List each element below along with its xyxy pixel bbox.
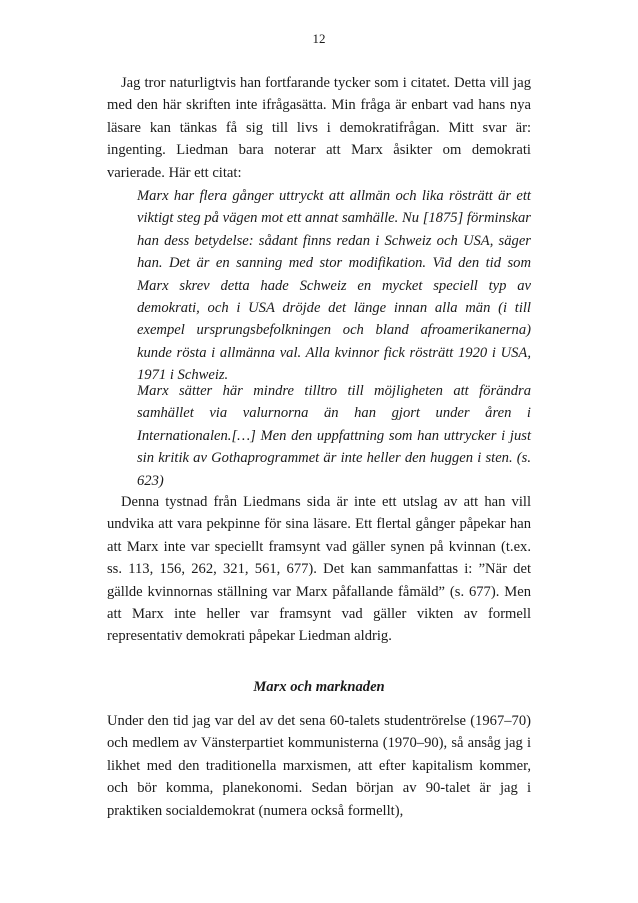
block-quote: Marx sätter här mindre tilltro till möjligheten att förändra samhället via valurnorna än han gjort under åren i Internationalen.[…] Men den uppfattning som han uttrycker i just sin kritik av Gothaprogrammet är inte heller den huggen i sten. (s. 623) <box>137 383 531 489</box>
block-quote: Marx har flera gånger uttryckt att allmän och lika rösträtt är ett viktigt steg på vägen mot ett annat samhälle. Nu [1875] förminskar han dess betydelse: sådant finns redan i Schweiz och USA, säger han. Det är en sanning med stor modifikation. Vid den tid som Marx skrev detta hade Schweiz en mycket speciell typ av demokrati, och i USA dröjde det länge innan alla män (i till exempel ursprungsbefolkningen och bland afroamerikanerna) kunde rösta i allmänna val. Alla kvinnor fick rösträtt 1920 i USA, 1971 i Schweiz. <box>137 188 531 384</box>
page-number: 12 <box>312 31 326 46</box>
body-paragraph: Denna tystnad från Liedmans sida är inte ett utslag av att han vill undvika att vara pekpinne för sina läsare. Ett flertal gånger påpekar han att Marx inte var speciellt framsynt vad gäller synen på kvinnan (t.ex. ss. 113, 156, 262, 321, 561, 677). Det kan sammanfattas i: ”När det gällde kvinnornas ställning var Marx påfallande fåmäld” (s. 677). Men att Marx inte heller var framsynt vad gäller vikten av formell representativ demokrati påpekar Liedman aldrig. <box>107 494 531 645</box>
section-heading: Marx och marknaden <box>253 679 385 695</box>
body-paragraph: Under den tid jag var del av det sena 60-talets studentrörelse (1967–70) och medlem av Vänsterpartiet kommunisterna (1970–90), så ansåg jag i likhet med den traditionella marxismen, att efter kapitalism kommer, och bör komma, planekonomi. Sedan början av 90-talet är jag i praktiken socialdemokrat (numera också formellt), <box>107 713 531 819</box>
body-paragraph: Jag tror naturligtvis han fortfarande tycker som i citatet. Detta vill jag med den här skriften inte ifrågasätta. Min fråga är enbart vad hans nya läsare kan tänkas få sig till livs i demokratifrågan. Mitt svar är: ingenting. Liedman bara noterar att Marx åsikter om demokrati varierade. Här ett citat: <box>107 75 531 181</box>
